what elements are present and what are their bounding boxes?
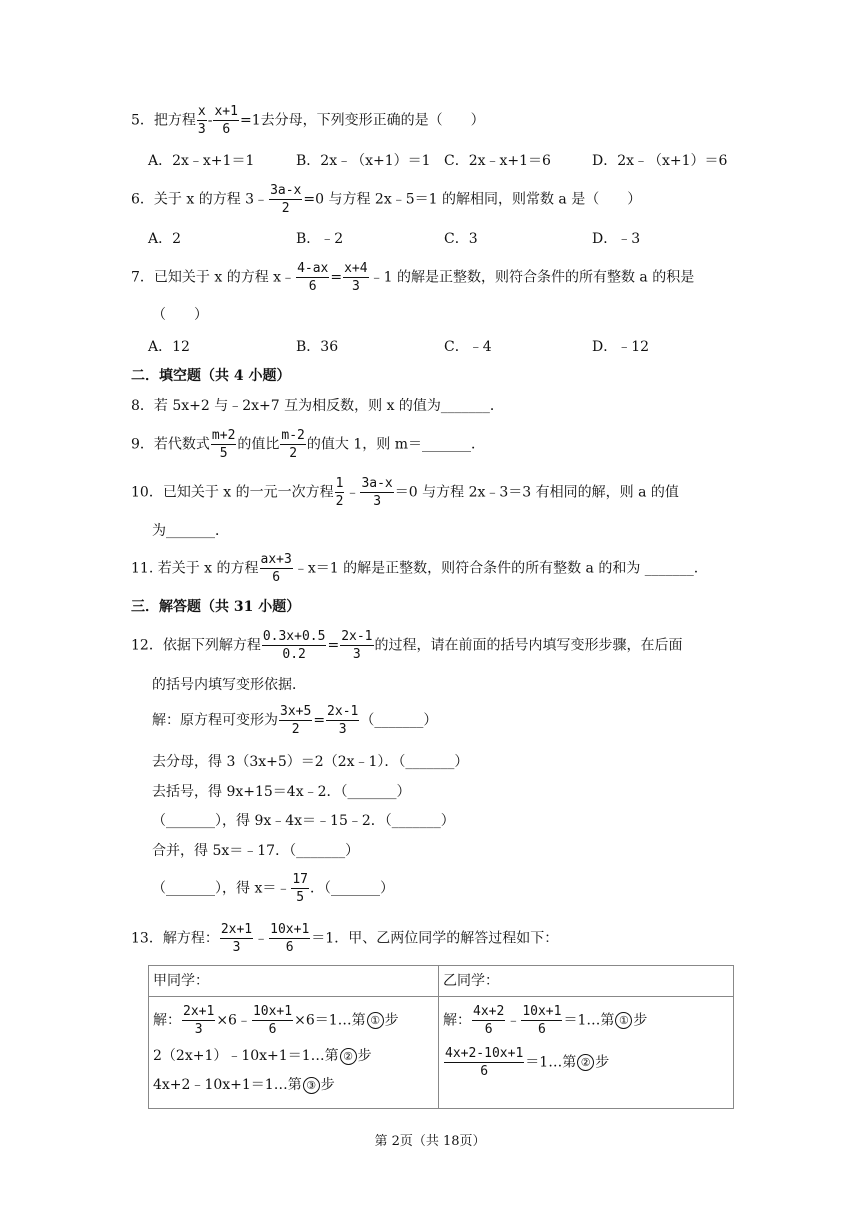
choice-b: B．2x﹣（x+1）＝1 bbox=[296, 153, 431, 169]
fraction: $\frac{4x+2-10x+1}{6}$ bbox=[445, 1046, 524, 1079]
page-footer: 第 2页（共 18页） bbox=[374, 1134, 486, 1149]
choice-c: C．3 bbox=[444, 231, 478, 247]
fraction: $\frac{10x+1}{6}$ bbox=[252, 1004, 293, 1037]
choice-d: D．2x﹣（x+1）＝6 bbox=[592, 153, 728, 169]
fraction: $\frac{3x+5}{2}$ bbox=[280, 704, 312, 737]
fraction: $\frac{0.3x+0.5}{0.2}$ bbox=[262, 629, 326, 662]
choice-b: B．﹣2 bbox=[296, 231, 344, 247]
student-b-title: 乙同学： bbox=[443, 973, 499, 989]
circled-number: ② bbox=[577, 1054, 594, 1071]
question-11: 11. 若关于 x 的方程 $\frac{ax+3}{6}$ ﹣x＝1 的解是正整数，则符合条件的所有整数 a 的和为 _______. bbox=[131, 552, 699, 585]
student-a-step-3: 4x+2﹣10x+1＝1…第 ③ 步 bbox=[153, 1077, 335, 1093]
section-answer-heading: 三．解答题（共 31 小题） bbox=[131, 599, 301, 615]
table-rule bbox=[439, 996, 733, 997]
student-b-step-2: $\frac{4x+2-10x+1}{6}$ ＝1…第 ② 步 bbox=[445, 1046, 610, 1079]
circled-number: ② bbox=[340, 1048, 357, 1065]
question-10-line2: 为_______． bbox=[152, 523, 229, 539]
question-10: 10．已知关于 x 的一元一次方程 $\frac{1}{2}$ ﹣ $\frac{3a-x}{3}$ ＝0 与方程 2x﹣3＝3 有相同的解，则 a 的值 bbox=[131, 476, 679, 509]
question-9: 9．若代数式 $\frac{m+2}{5}$ 的值比 $\frac{m-2}{2}$ 的值大 1，则 m＝_______． bbox=[131, 428, 485, 461]
question-12-step-4: （_______），得 9x﹣4x＝﹣15﹣2．（_______） bbox=[152, 813, 455, 829]
table-rule bbox=[149, 996, 438, 997]
section-fill-in-heading: 二．填空题（共 4 小题） bbox=[131, 368, 291, 384]
fraction: $\frac{x}{3}$ bbox=[197, 104, 206, 137]
choice-c: C．﹣4 bbox=[444, 339, 492, 355]
circled-number: ① bbox=[367, 1012, 384, 1029]
student-b-step-1: 解： $\frac{4x+2}{6}$ ﹣ $\frac{10x+1}{6}$ ＝1…第 ① 步 bbox=[443, 1004, 648, 1037]
question-5: 5．把方程 $\frac{x}{3}$ - $\frac{x+1}{6}$ =1去分母，下列变形正确的是（ ） bbox=[131, 104, 485, 137]
fraction: $\frac{x+1}{6}$ bbox=[214, 104, 238, 137]
fraction: $\frac{10x+1}{6}$ bbox=[522, 1004, 562, 1037]
question-12-step-6: （_______），得 x＝﹣ $\frac{17}{5}$ ．（_______） bbox=[152, 872, 395, 905]
fraction: $\frac{17}{5}$ bbox=[292, 872, 309, 905]
solution-table bbox=[148, 965, 734, 1109]
fraction: $\frac{2x+1}{3}$ bbox=[183, 1004, 215, 1037]
question-12-step-2: 去分母，得 3（3x+5）＝2（2x﹣1）．（_______） bbox=[152, 754, 469, 770]
choice-d: D．﹣12 bbox=[592, 339, 650, 355]
fraction: $\frac{2x-1}{3}$ bbox=[327, 704, 359, 737]
fraction: $\frac{3a-x}{3}$ bbox=[361, 476, 393, 509]
fraction: $\frac{4x+2}{6}$ bbox=[473, 1004, 505, 1037]
question-12-step-3: 去括号，得 9x+15＝4x﹣2．（_______） bbox=[152, 784, 411, 800]
question-13: 13．解方程： $\frac{2x+1}{3}$ ﹣ $\frac{10x+1}{6}$ ＝1．甲、乙两位同学的解答过程如下： bbox=[131, 922, 559, 955]
student-a-step-2: 2（2x+1）﹣10x+1＝1…第 ② 步 bbox=[153, 1048, 372, 1064]
choice-b: B．36 bbox=[296, 339, 339, 355]
fraction: $\frac{m+2}{5}$ bbox=[211, 428, 236, 461]
student-a-step-1: 解： $\frac{2x+1}{3}$ ×6﹣ $\frac{10x+1}{6}$ ×6＝1…第 ① 步 bbox=[153, 1004, 399, 1037]
fraction: $\frac{m-2}{2}$ bbox=[281, 428, 305, 461]
question-7-paren: （ ） bbox=[152, 307, 208, 323]
fraction: $\frac{4-ax}{6}$ bbox=[297, 261, 329, 294]
fraction: $\frac{10x+1}{6}$ bbox=[270, 922, 310, 955]
fraction: $\frac{2x-1}{3}$ bbox=[341, 629, 373, 662]
question-12-step-1: 解：原方程可变形为 $\frac{3x+5}{2}$ = $\frac{2x-1}{3}$ （_______） bbox=[152, 704, 438, 737]
question-7: 7．已知关于 x 的方程 x﹣ $\frac{4-ax}{6}$ = $\frac{x+4}{3}$ ﹣1 的解是正整数，则符合条件的所有整数 a 的积是 bbox=[131, 261, 695, 294]
question-12-step-5: 合并，得 5x＝﹣17．（_______） bbox=[152, 843, 360, 859]
fraction: $\frac{ax+3}{6}$ bbox=[260, 552, 292, 585]
choice-a: A．12 bbox=[148, 339, 190, 355]
circled-number: ③ bbox=[303, 1077, 320, 1094]
question-12: 12．依据下列解方程 $\frac{0.3x+0.5}{0.2}$ = $\frac{2x-1}{3}$ 的过程，请在前面的括号内填写变形步骤，在后面 bbox=[131, 629, 683, 662]
circled-number: ① bbox=[615, 1012, 632, 1029]
fraction: $\frac{x+4}{3}$ bbox=[344, 261, 368, 294]
fraction: $\frac{3a-x}{2}$ bbox=[270, 183, 302, 216]
question-8: 8．若 5x+2 与﹣2x+7 互为相反数，则 x 的值为_______． bbox=[131, 398, 504, 414]
table-divider bbox=[438, 966, 439, 1108]
choice-a: A．2x﹣x+1＝1 bbox=[148, 153, 255, 169]
question-12-line2: 的括号内填写变形依据． bbox=[152, 677, 306, 693]
choice-c: C．2x﹣x+1＝6 bbox=[444, 153, 551, 169]
choice-d: D．﹣3 bbox=[592, 231, 641, 247]
fraction: $\frac{1}{2}$ bbox=[335, 476, 344, 509]
fraction: $\frac{2x+1}{3}$ bbox=[220, 922, 253, 955]
student-a-title: 甲同学： bbox=[153, 973, 209, 989]
choice-a: A．2 bbox=[148, 231, 182, 247]
question-6: 6．关于 x 的方程 3﹣ $\frac{3a-x}{2}$ =0 与方程 2x﹣5＝1 的解相同，则常数 a 是（ ） bbox=[131, 183, 642, 216]
